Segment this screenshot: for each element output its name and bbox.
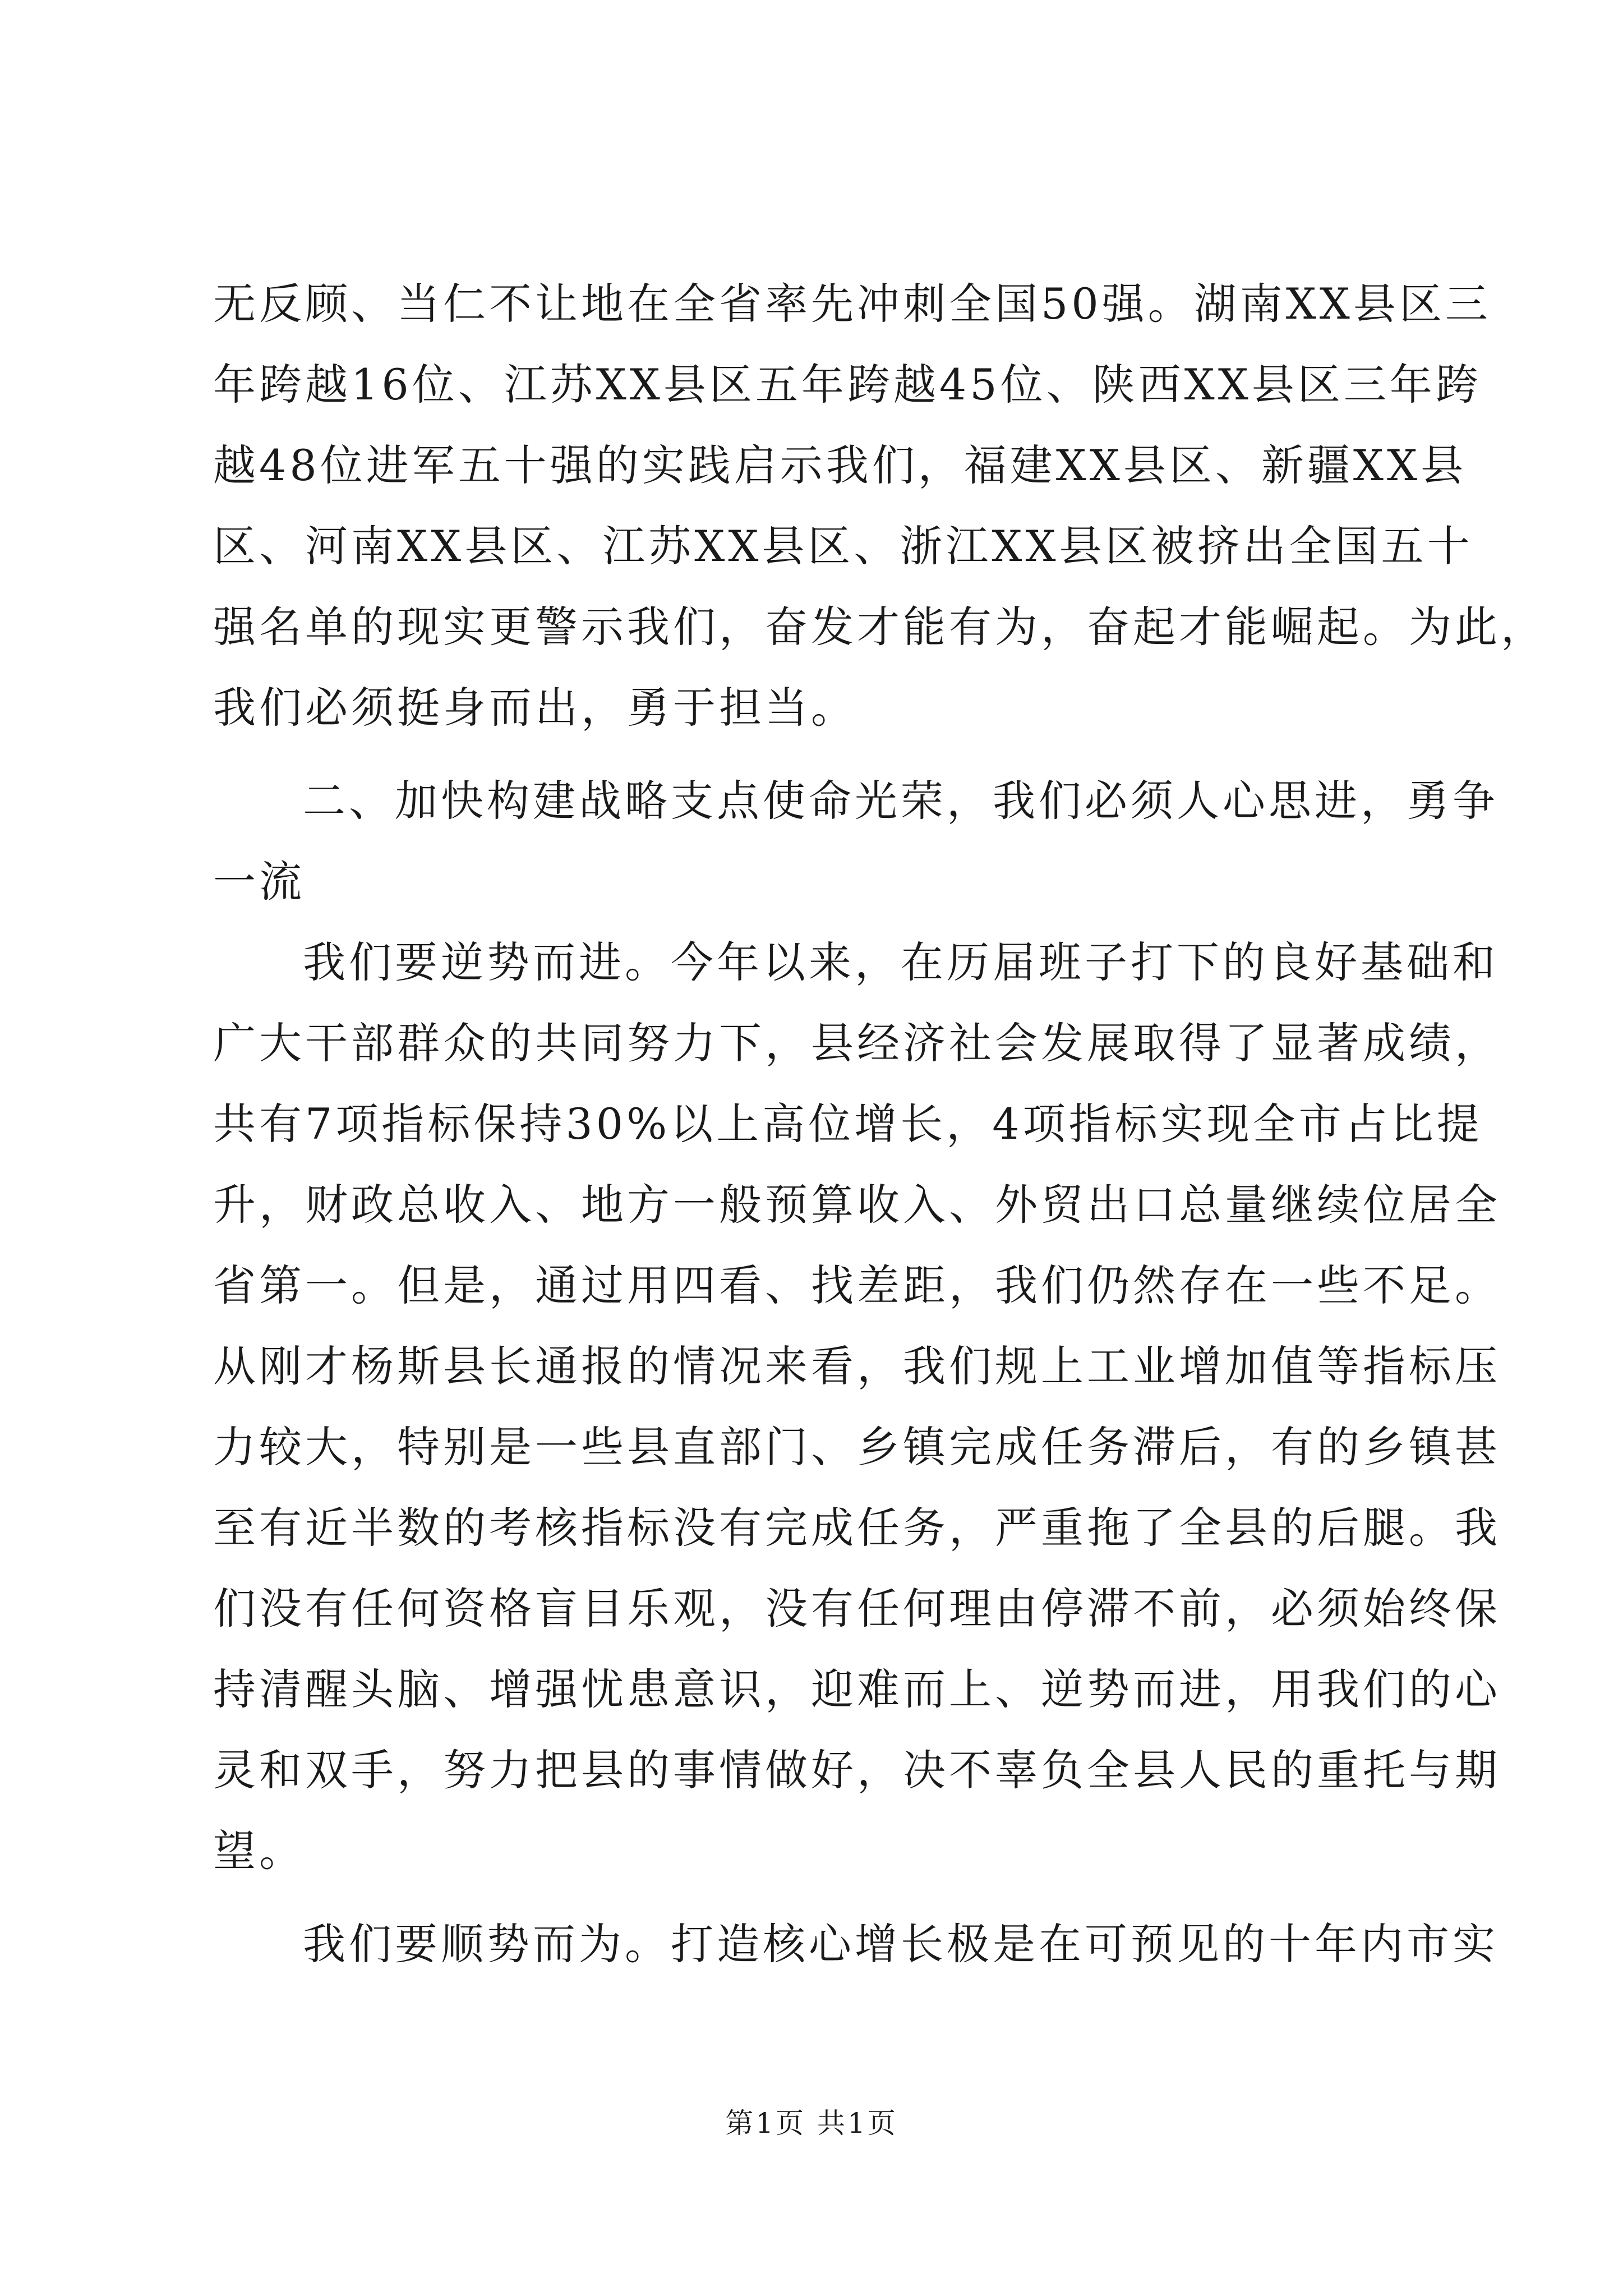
text-line: 望。 xyxy=(213,1826,305,1876)
text-line: 我们要顺势而为。打造核心增长极是在可预见的十年内市实 xyxy=(303,1919,1498,1969)
paragraph-with-trend xyxy=(213,1904,1498,1985)
text-line: 持清醒头脑、增强忧患意识，迎难而上、逆势而进，用我们的心 xyxy=(213,1664,1501,1714)
text-line: 升，财政总收入、地方一般预算收入、外贸出口总量继续位居全 xyxy=(213,1180,1501,1230)
text-line: 省第一。但是，通过用四看、找差距，我们仍然存在一些不足。 xyxy=(213,1260,1501,1310)
text-line: 广大干部群众的共同努力下，县经济社会发展取得了显著成绩， xyxy=(213,1018,1501,1068)
text-line: 我们要逆势而进。今年以来，在历届班子打下的良好基础和 xyxy=(303,937,1498,987)
text-line: 越48位进军五十强的实践启示我们，福建XX县区、新疆XX县 xyxy=(213,440,1467,490)
text-line: 二、加快构建战略支点使命光荣，我们必须人心思进，勇争 xyxy=(303,776,1498,826)
text-line: 灵和双手，努力把县的事情做好，决不辜负全县人民的重托与期 xyxy=(213,1745,1501,1795)
text-line: 一流 xyxy=(213,857,305,907)
text-line: 区、河南XX县区、江苏XX县区、浙江XX县区被挤出全国五十 xyxy=(213,521,1473,571)
text-line: 从刚才杨斯县长通报的情况来看，我们规上工业增加值等指标压 xyxy=(213,1341,1501,1391)
text-line: 我们必须挺身而出，勇于担当。 xyxy=(213,683,857,733)
document-body xyxy=(213,264,1547,1985)
text-line: 力较大，特别是一些县直部门、乡镇完成任务滞后，有的乡镇甚 xyxy=(213,1422,1501,1472)
text-line: 无反顾、当仁不让地在全省率先冲刺全国50强。湖南XX县区三 xyxy=(213,279,1491,329)
paragraph-gap xyxy=(213,748,1413,761)
text-line: 们没有任何资格盲目乐观，没有任何理由停滞不前，必须始终保 xyxy=(213,1584,1501,1634)
text-line: 强名单的现实更警示我们，奋发才能有为，奋起才能崛起。为此， xyxy=(213,602,1547,652)
page-footer: 第1页 共1页 xyxy=(725,2107,898,2139)
paragraph-against-trend xyxy=(213,922,1501,1892)
text-line: 共有7项指标保持30%以上高位增长，4项指标实现全市占比提 xyxy=(213,1099,1483,1149)
paragraph-continued xyxy=(213,264,1547,748)
text-line: 年跨越16位、江苏XX县区五年跨越45位、陕西XX县区三年跨 xyxy=(213,360,1482,409)
section-heading-two xyxy=(213,761,1498,922)
text-line: 至有近半数的考核指标没有完成任务，严重拖了全县的后腿。我 xyxy=(213,1503,1501,1553)
paragraph-gap xyxy=(213,1892,1413,1904)
